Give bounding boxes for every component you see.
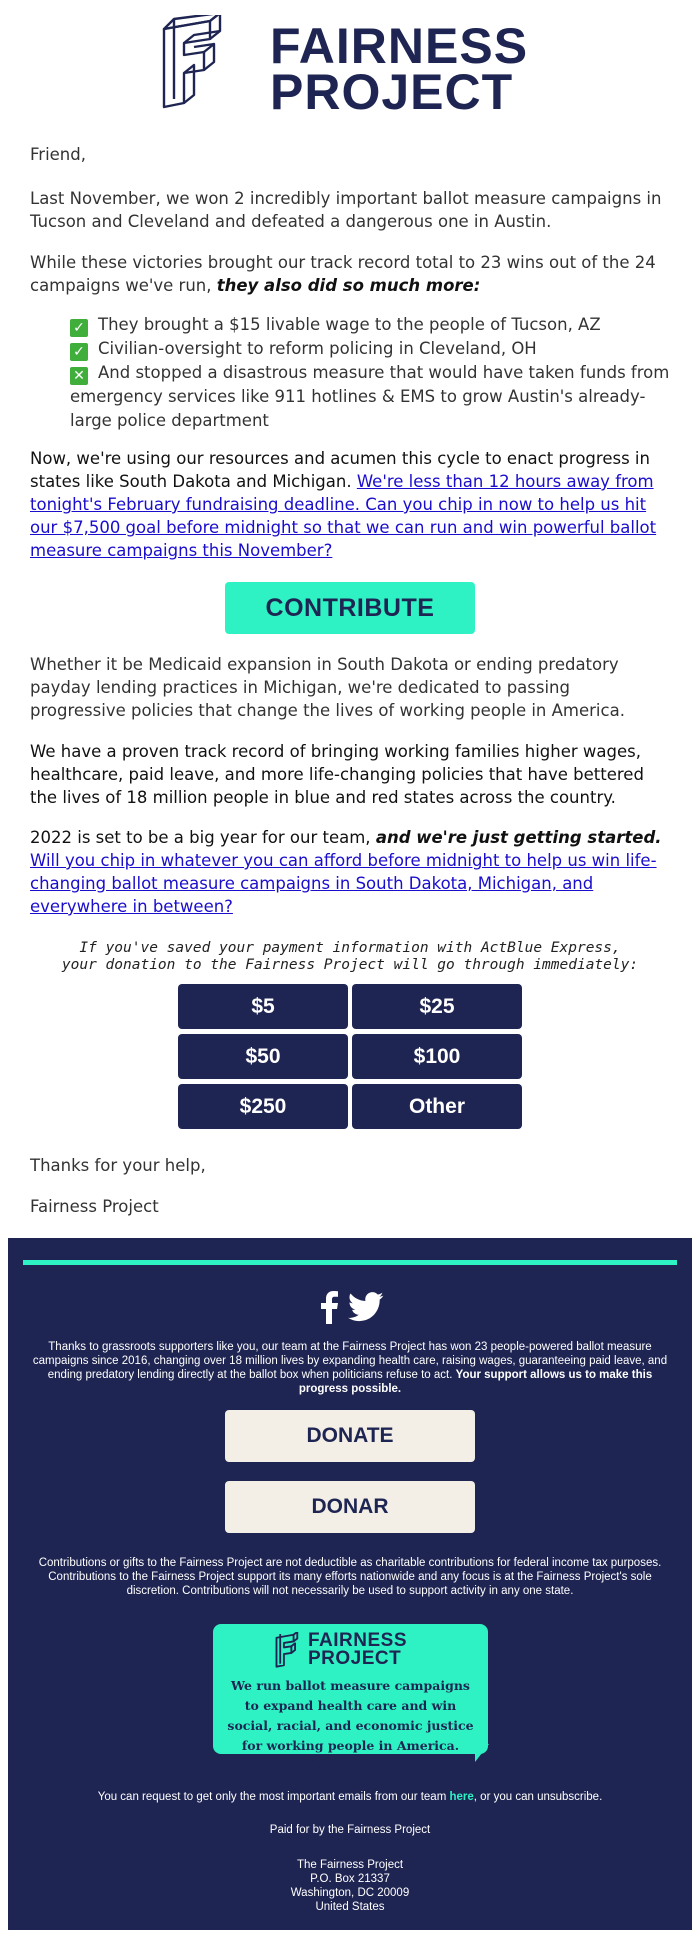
email-preferences-text: You can request to get only the most important emails from our team here, or you can unsubscribe.	[97, 1791, 603, 1803]
footer-disclaimer: Contributions or gifts to the Fairness Project are not deductible as charitable contributions for federal income tax purposes. Contributions to the Fairness Project support its many efforts nationwide and any focus is at the Fairness Project's sole discretion. Contributions will not necessarily be used to support activity in any one state.	[38, 1557, 662, 1597]
footer	[8, 1238, 692, 1930]
donate-button[interactable]: DONATE	[225, 1410, 475, 1462]
bubble-mission-text: We run ballot measure campaigns to expand health care and win social, racial, and economic justice for working people in America. Learn more.	[227, 1678, 474, 1773]
mailing-address: The Fairness Project P.O. Box 21337 Washington, DC 20009 United States	[290, 1859, 410, 1913]
f-logo-icon	[275, 1632, 301, 1668]
footer-divider	[23, 1260, 677, 1265]
paid-for-line: Paid for by the Fairness Project	[269, 1824, 431, 1836]
paragraph-victories: Last November, we won 2 incredibly important ballot measure campaigns in Tucson and Cleveland and defeated a dangerous one in Austin.	[30, 189, 662, 231]
donate-amount-5-button[interactable]: $5	[178, 984, 348, 1029]
paragraph-deadline: Now, we're using our resources and acumen this cycle to enact progress in states like South Dakota and Michigan. We're less than 12 hours away from tonight's February fundraising deadline. Can you chip in now to help us hit our $7,500 goal before midnight so that we can run and win powerful ballot measure campaigns this November?	[30, 449, 657, 560]
footer-intro: Thanks to grassroots supporters like you, our team at the Fairness Project has won 23 people-powered ballot measure campaigns since 2016, changing over 18 million lives by expanding health care, raising wages, guaranteeing paid leave, and ending predatory lending directly at the ballot box when politicians refuse to act. Your support allows us to make this progress possible.	[32, 1341, 668, 1395]
paragraph-proven-record: We have a proven track record of bringing working families higher wages, healthcare, paid leave, and more life-changing policies that have bettered the lives of 18 million people in blue and red states across the country.	[30, 742, 644, 807]
fairness-project-logo[interactable]	[160, 15, 540, 120]
list-item: ✕ And stopped a disastrous measure that would have taken funds from emergency services like 911 hotlines & EMS to grow Austin's already-large police department	[70, 363, 670, 430]
chip-in-link[interactable]: Will you chip in whatever you can afford before midnight to help us win life-changing ballot measure campaigns in South Dakota, Michigan, and everywhere in between?	[30, 851, 657, 916]
logo-wordmark: FAIRNESS PROJECT	[270, 18, 529, 120]
preferences-here-link[interactable]: here	[449, 1791, 474, 1803]
bubble-wordmark: FAIRNESS PROJECT	[308, 1630, 408, 1669]
thanks-line: Thanks for your help,	[30, 1156, 206, 1175]
list-item: ✓ Civilian-oversight to reform policing in Cleveland, OH	[70, 337, 670, 361]
learn-more-link[interactable]: Learn more	[307, 1758, 389, 1773]
check-icon: ✓	[70, 343, 88, 361]
about-bubble	[213, 1624, 488, 1773]
facebook-icon[interactable]	[318, 1290, 340, 1324]
donate-amount-100-button[interactable]: $100	[352, 1034, 522, 1079]
check-icon: ✓	[70, 319, 88, 337]
f-logo-icon	[160, 15, 230, 109]
contribute-button[interactable]: CONTRIBUTE	[225, 582, 475, 634]
greeting: Friend,	[30, 145, 86, 164]
paragraph-track-record: While these victories brought our track record total to 23 wins out of the 24 campaigns we've run, they also did so much more:	[30, 253, 656, 295]
paragraph-policies: Whether it be Medicaid expansion in South Dakota or ending predatory payday lending practices in Michigan, we're dedicated to passing progressive policies that change the lives of working people in America.	[30, 655, 625, 720]
paragraph-big-year: 2022 is set to be a big year for our team, and we're just getting started. Will you chip in whatever you can afford before midnight to help us win life-changing ballot measure campaigns in South Dakota, Michigan, and everywhere in between?	[30, 828, 662, 916]
twitter-icon[interactable]	[348, 1292, 384, 1322]
actblue-express-note: If you've saved your payment information with ActBlue Express, your donation to the Fairness Project will go through immediately:	[61, 940, 639, 973]
deadline-donate-link[interactable]: We're less than 12 hours away from tonight's February fundraising deadline. Can you chip in now to help us hit our $7,500 goal before midnight so that we can run and win powerful ballot measure campaigns this November?	[30, 472, 657, 560]
cross-mark-icon: ✕	[70, 367, 88, 385]
donar-button[interactable]: DONAR	[225, 1481, 475, 1533]
donate-amount-25-button[interactable]: $25	[352, 984, 522, 1029]
donate-amount-50-button[interactable]: $50	[178, 1034, 348, 1079]
victories-list	[70, 313, 670, 432]
signature: Fairness Project	[30, 1197, 159, 1216]
donate-amount-other-button[interactable]: Other	[352, 1084, 522, 1129]
donate-amount-250-button[interactable]: $250	[178, 1084, 348, 1129]
list-item: ✓ They brought a $15 livable wage to the people of Tucson, AZ	[70, 313, 670, 337]
